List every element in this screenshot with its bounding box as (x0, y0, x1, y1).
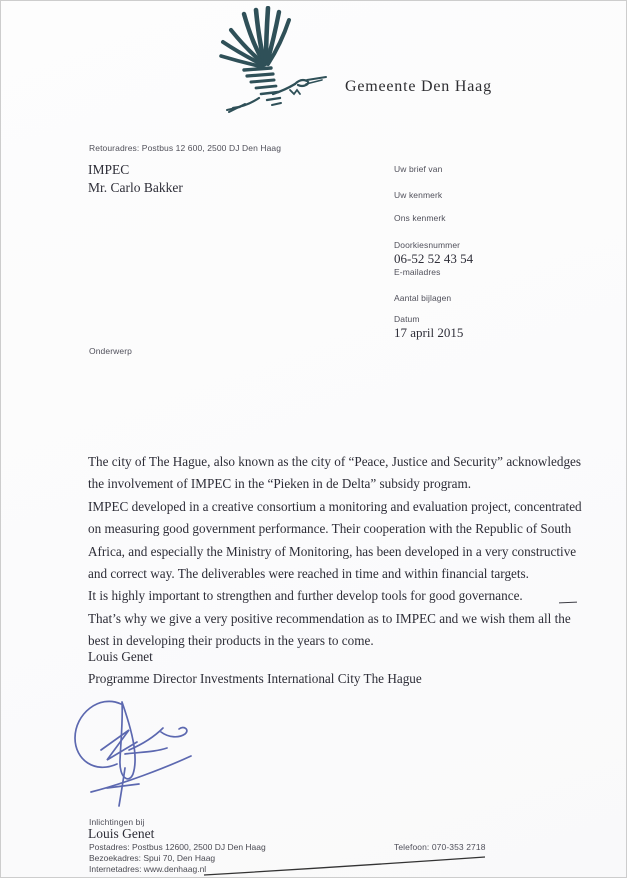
meta-field-uw-brief-van: Uw brief van (394, 164, 443, 174)
addressee-person: Mr. Carlo Bakker (88, 179, 183, 195)
handwritten-signature (65, 694, 221, 812)
meta-field-emailadres: E-mailadres (394, 267, 441, 277)
subject-label: Onderwerp (89, 346, 132, 356)
meta-field-aantal-bijlagen: Aantal bijlagen (394, 293, 452, 303)
footer-telefoon: Telefoon: 070-353 2718 (394, 842, 486, 852)
addressee-company: IMPEC (88, 162, 130, 177)
body-paragraph: That’s why we give a very positive recommendation as to IMPEC and we wish them all the best in developing their products in the years to come. (88, 610, 571, 649)
meta-field-uw-kenmerk: Uw kenmerk (394, 190, 443, 200)
footer-postadres: Postadres: Postbus 12600, 2500 DJ Den Haag (89, 842, 266, 852)
meta-field-ons-kenmerk: Ons kenmerk (394, 213, 446, 223)
body-paragraph: IMPEC developed in a creative consortium a monitoring and evaluation project, concentrated on measuring good government performance. Their cooperation with the Republic of South Africa, and especially the Ministry of Monitoring, has been developed in a very constructive and correct way. The deliverables were reached in time and within financial targets. (88, 498, 582, 582)
meta-field-datum: Datum 17 april 2015 (394, 314, 464, 340)
addressee-block (88, 161, 183, 196)
body-paragraph: It is highly important to strengthen and further develop tools for good governance. (88, 588, 523, 604)
contact-name: Louis Genet (88, 826, 155, 841)
stork-logo-icon (211, 6, 333, 116)
contact-label: Inlichtingen bij (89, 817, 145, 827)
letter-body (88, 451, 591, 653)
signer-name: Louis Genet (88, 649, 153, 664)
return-address: Retouradres: Postbus 12 600, 2500 DJ Den Haag (89, 143, 282, 153)
footer-bezoekadres: Bezoekadres: Spui 70, Den Haag (89, 852, 216, 863)
organization-name: Gemeente Den Haag (345, 78, 492, 95)
meta-field-doorkiesnummer: Doorkiesnummer 06-52 52 43 54 (394, 240, 474, 266)
signer-title: Programme Director Investments International City The Hague (88, 671, 422, 686)
body-paragraph: The city of The Hague, also known as the city of “Peace, Justice and Security” acknowledges the involvement of IMPEC in the “Pieken in de Delta” subsidy program. (88, 454, 582, 492)
footer-internetadres: Internetadres: www.denhaag.nl (89, 863, 207, 874)
footer-address-block (89, 842, 266, 874)
